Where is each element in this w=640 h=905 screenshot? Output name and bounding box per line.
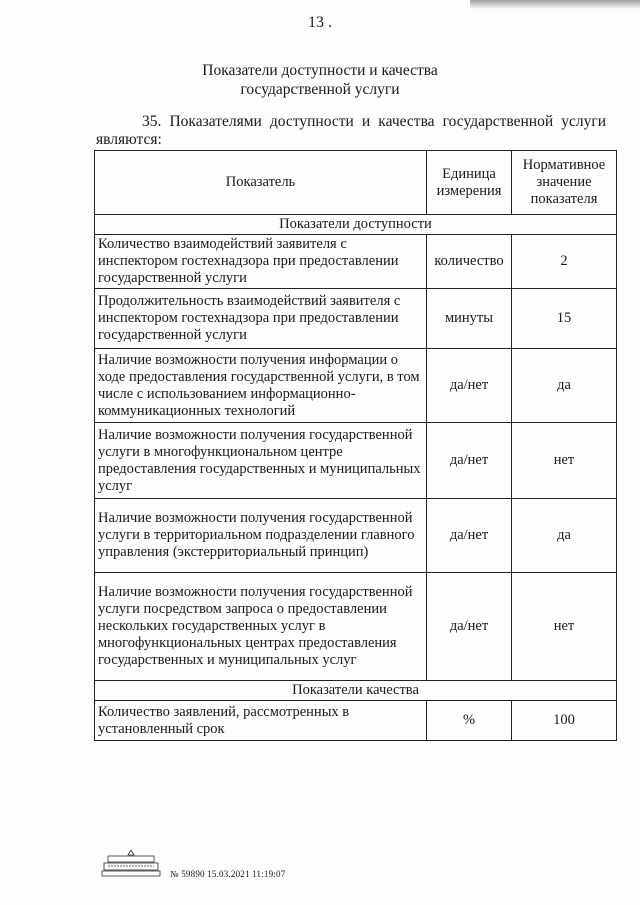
intro-line1: 35. Показателями доступности и качества государственной услуги (142, 113, 606, 130)
header-indicator: Показатель (95, 151, 427, 215)
indicator-value: нет (512, 573, 617, 681)
indicator-unit: количество (427, 235, 512, 289)
indicator-value: да (512, 499, 617, 573)
scan-edge-artifact (470, 0, 640, 9)
registration-line: № 59890 15.03.2021 11:19:07 (170, 869, 286, 879)
table-row (95, 701, 617, 741)
indicator-value: да (512, 349, 617, 423)
section-title-line1: Показатели доступности и качества (202, 62, 438, 79)
intro-line2: являются: (96, 131, 162, 148)
indicator-unit: да/нет (427, 349, 512, 423)
indicator-name: Продолжительность взаимодействий заявителя с инспектором гостехнадзора при предоставлении государственной услуги (95, 289, 427, 349)
page-number-value: 13 (308, 14, 324, 31)
group-title: Показатели доступности (95, 215, 617, 235)
page-number (0, 14, 640, 32)
table-row (95, 235, 617, 289)
table-row (95, 423, 617, 499)
indicator-unit: да/нет (427, 499, 512, 573)
indicator-value: нет (512, 423, 617, 499)
indicator-name: Наличие возможности получения информации о ходе предоставления государственной услуги, в том числе с использованием информационно-коммуникационных технологий (95, 349, 427, 423)
indicator-name: Количество взаимодействий заявителя с инспектором гостехнадзора при предоставлении государственной услуги (95, 235, 427, 289)
section-title-line2: государственной услуги (240, 81, 400, 98)
section-title (0, 61, 640, 99)
group-row-accessibility (95, 215, 617, 235)
table-row (95, 349, 617, 423)
group-title: Показатели качества (95, 681, 617, 701)
indicators-table (94, 150, 617, 741)
table-header-row (95, 151, 617, 215)
indicator-name: Количество заявлений, рассмотренных в установленный срок (95, 701, 427, 741)
indicator-unit: % (427, 701, 512, 741)
table-row (95, 289, 617, 349)
header-unit: Единица измерения (427, 151, 512, 215)
header-normative: Нормативное значение показателя (512, 151, 617, 215)
indicator-unit: да/нет (427, 573, 512, 681)
group-row-quality (95, 681, 617, 701)
document-stamp-icon (100, 848, 162, 878)
indicator-unit: да/нет (427, 423, 512, 499)
indicator-unit: минуты (427, 289, 512, 349)
table-row (95, 573, 617, 681)
indicator-name: Наличие возможности получения государственной услуги посредством запроса о предоставлении нескольких государственных услуг в многофункциональных центрах предоставления государственных и муниципальных услуг (95, 573, 427, 681)
indicator-value: 2 (512, 235, 617, 289)
indicator-value: 15 (512, 289, 617, 349)
indicator-value: 100 (512, 701, 617, 741)
intro-paragraph (96, 113, 606, 149)
table-row (95, 499, 617, 573)
indicator-name: Наличие возможности получения государственной услуги в многофункциональном центре предоставления государственных и муниципальных услуг (95, 423, 427, 499)
indicator-name: Наличие возможности получения государственной услуги в территориальном подразделении главного управления (экстерриториальный принцип) (95, 499, 427, 573)
page-number-mark: . (328, 14, 332, 31)
